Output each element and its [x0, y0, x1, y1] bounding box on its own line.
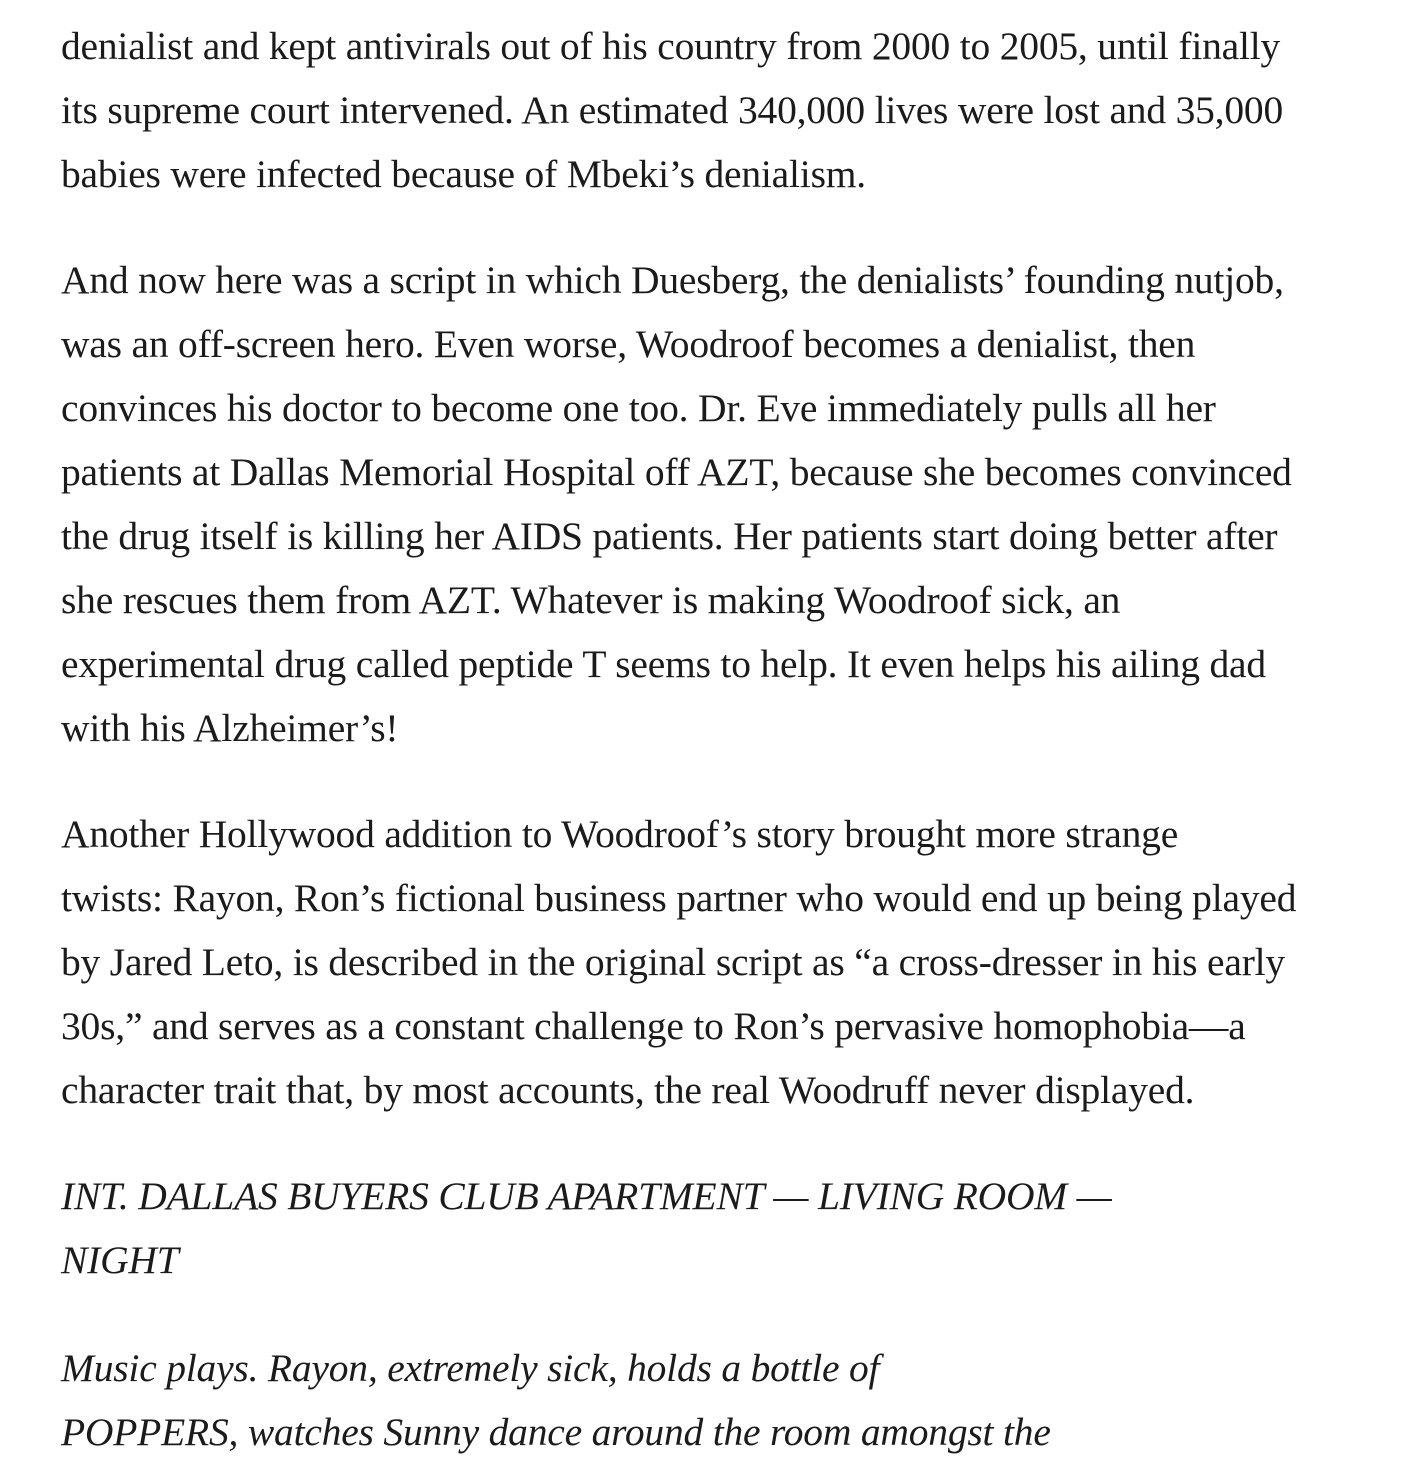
text-line: was an off-screen hero. Even worse, Woodroof becomes a denialist, then [61, 322, 1196, 366]
text-line: 30s,” and serves as a constant challenge to Ron’s pervasive homophobia—a [61, 1004, 1246, 1048]
text-line: with his Alzheimer’s! [61, 706, 399, 750]
text-line: character trait that, by most accounts, the real Woodruff never displayed. [61, 1068, 1195, 1112]
text-line: by Jared Leto, is described in the original script as “a cross-dresser in his early [61, 940, 1285, 984]
paragraph-duesberg [61, 248, 1292, 760]
script-action-line: Music plays. Rayon, extremely sick, holds a bottle of [61, 1346, 880, 1390]
text-line: its supreme court intervened. An estimated 340,000 lives were lost and 35,000 [61, 88, 1284, 132]
script-heading-line: NIGHT [61, 1238, 179, 1282]
script-action-line: POPPERS, watches Sunny dance around the room amongst the [61, 1410, 1051, 1454]
text-line: patients at Dallas Memorial Hospital off AZT, because she becomes convinced [61, 450, 1292, 494]
script-scene-heading [61, 1164, 1112, 1292]
text-line: experimental drug called peptide T seems to help. It even helps his ailing dad [61, 642, 1266, 686]
text-line: babies were infected because of Mbeki’s denialism. [61, 152, 866, 196]
text-line: And now here was a script in which Duesberg, the denialists’ founding nutjob, [61, 258, 1284, 302]
text-line: denialist and kept antivirals out of his country from 2000 to 2005, until finally [61, 24, 1281, 68]
text-line: the drug itself is killing her AIDS patients. Her patients start doing better after [61, 514, 1278, 558]
text-line: Another Hollywood addition to Woodroof’s story brought more strange [61, 812, 1179, 856]
text-line: she rescues them from AZT. Whatever is making Woodroof sick, an [61, 578, 1121, 622]
text-line: twists: Rayon, Ron’s fictional business partner who would end up being played [61, 876, 1297, 920]
script-heading-line: INT. DALLAS BUYERS CLUB APARTMENT — LIVING ROOM — [61, 1174, 1112, 1218]
text-line: convinces his doctor to become one too. Dr. Eve immediately pulls all her [61, 386, 1216, 430]
script-action [61, 1336, 1051, 1464]
paragraph-mbeki [61, 14, 1283, 206]
paragraph-rayon [61, 802, 1296, 1122]
